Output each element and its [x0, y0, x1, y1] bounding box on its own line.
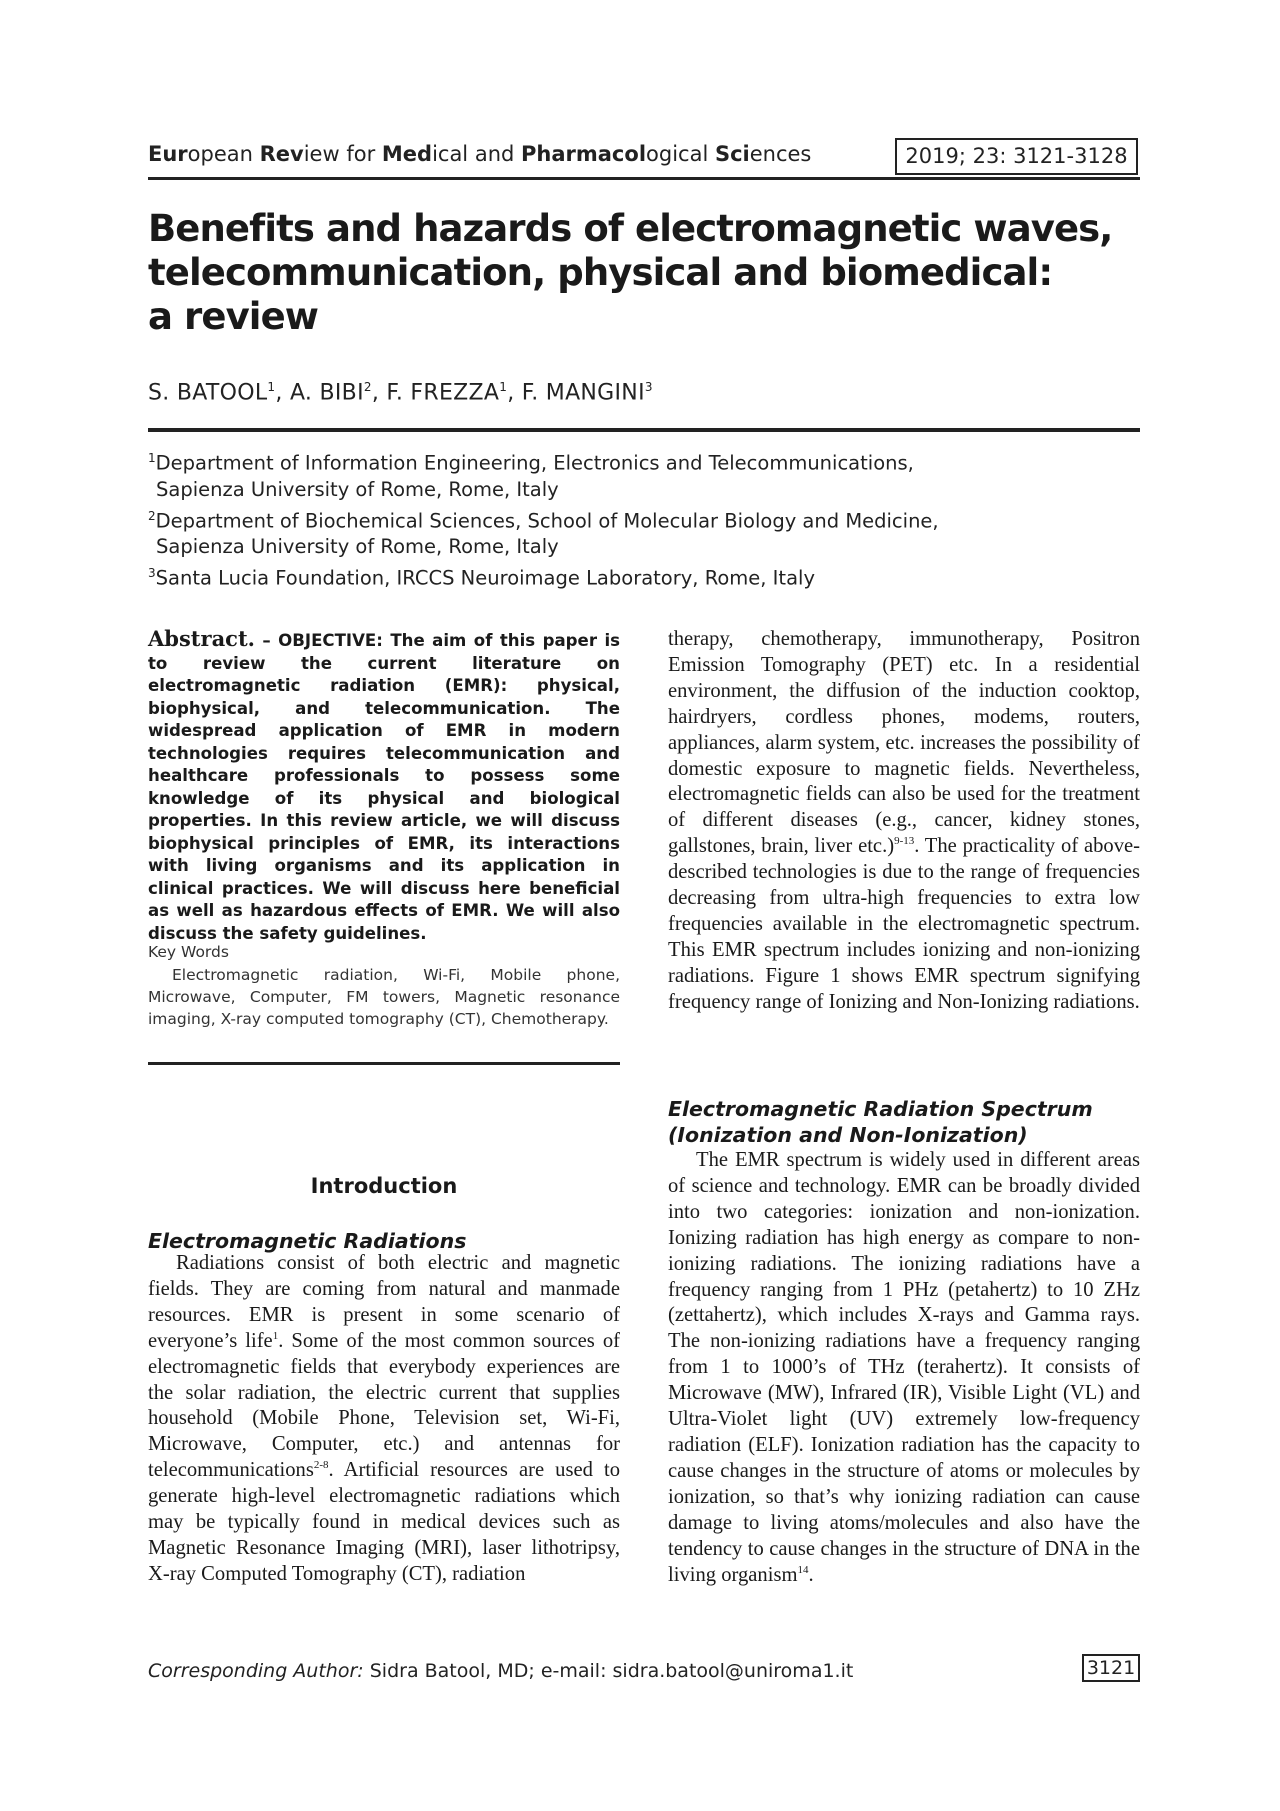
journal-part: ences [749, 142, 812, 166]
right-paragraph-2: The EMR spectrum is widely used in different areas of science and technology. EMR can be broadly divided into two categories: ionization and non-ionization. Ionizing radiation has high energy as compare to non-ionizing radiations. The ionizing radiations have a frequency ranging from 1 PHz (petahertz) to 10 ZHz (zettahertz), which includes X-rays and Gamma rays. The non-ionizing radiations have a frequency ranging from 1 to 1000’s of THz (terahertz). It consists of Microwave (MW), Infrared (IR), Visible Light (VL) and Ultra-Violet light (UV) extremely low-frequency radiation (ELF). Ionization radiation has the capacity to cause changes in the structure of atoms or molecules by ionization, so that’s why ionizing radiation can cause damage to living atoms/molecules and also have the tendency to cause changes in the structure of DNA in the living organism$^{14}$. [668, 1149, 1140, 1586]
journal-name [148, 142, 811, 166]
author-name: S. BATOOL [148, 380, 268, 406]
journal-part: Rev [259, 142, 304, 166]
citation-ref: 1 [272, 1329, 279, 1342]
title-line: a review [148, 295, 319, 338]
citation-ref: 9-13 [894, 835, 915, 848]
subsection-title-emr: Electromagnetic Radiations [148, 1229, 467, 1253]
journal-part: Med [381, 142, 433, 166]
author-list: S. BATOOL$^1$, A. BIBI$^2$, F. FREZZA$^1$, F. MANGINI$^3$ [148, 380, 653, 406]
abstract-label: Abstract. [148, 626, 255, 651]
author-sup: 2 [363, 380, 372, 394]
journal-part: Eur [148, 142, 188, 166]
section-title-introduction: Introduction [310, 1174, 458, 1198]
header-rule [148, 177, 1140, 180]
title-line: Benefits and hazards of electromagnetic waves, [148, 207, 1113, 250]
affiliation-line: $^2$Department of Biochemical Sciences, School of Molecular Biology and Medicine, [148, 508, 939, 532]
journal-part: ical and [432, 142, 522, 166]
journal-part: ogical [646, 142, 715, 166]
affiliation-line: $^3$Santa Lucia Foundation, IRCCS Neuroimage Laboratory, Rome, Italy [148, 566, 815, 590]
author-sup: 3 [644, 380, 653, 394]
subsection-title-spectrum: Electromagnetic Radiation Spectrum (Ionization and Non-Ionization) [668, 1097, 1093, 1147]
page-number: 3121 [1082, 1654, 1140, 1682]
author-sup: 1 [499, 380, 508, 394]
author-name: A. BIBI [289, 380, 364, 406]
citation-ref: 14 [797, 1563, 809, 1576]
citation-box: 2019; 23: 3121-3128 [895, 138, 1138, 175]
author-name: F. MANGINI [521, 380, 645, 406]
journal-part: Pharmacol [521, 142, 647, 166]
abstract [148, 628, 620, 945]
affiliation-line: $^1$Department of Information Engineering, Electronics and Telecommunications, [148, 451, 914, 475]
corresponding-label: Corresponding Author: [148, 1660, 364, 1682]
keywords-title: Key Words [148, 943, 229, 961]
article-title [148, 207, 1138, 339]
author-sup: 1 [267, 380, 276, 394]
intro-paragraph: Radiations consist of both electric and magnetic fields. They are coming from natural and manmade resources. EMR is present in some scenario of everyone’s life$^1$. Some of the most common sources of electromagnetic fields that everybody experiences are the solar radiation, the electric current that supplies household (Mobile Phone, Television set, Wi-Fi, Microwave, Computer, etc.) and antennas for telecommunications$^{2-8}$. Artificial resources are used to generate high-level electromagnetic radiations which may be typically found in medical devices such as Magnetic Resonance Imaging (MRI), laser lithotripsy, X-ray Computed Tomography (CT), radiation [148, 1252, 620, 1585]
journal-part: iew for [303, 142, 382, 166]
affiliations [148, 445, 939, 592]
corresponding-text: Sidra Batool, MD; e-mail: sidra.batool@uniroma1.it [363, 1660, 854, 1682]
affiliation-line: Sapienza University of Rome, Rome, Italy [156, 477, 559, 501]
journal-part: Sci [714, 142, 750, 166]
keywords-text: Electromagnetic radiation, Wi-Fi, Mobile phone, Microwave, Computer, FM towers, Magnetic resonance imaging, X-ray computed tomography (CT), Chemotherapy. [148, 966, 620, 1028]
affiliation-line: Sapienza University of Rome, Rome, Italy [156, 535, 559, 558]
journal-part: opean [187, 142, 260, 166]
title-line: telecommunication, physical and biomedical: [148, 251, 1053, 294]
right-paragraph-1: therapy, chemotherapy, immunotherapy, Positron Emission Tomography (PET) etc. In a residential environment, the diffusion of the induction cooktop, hairdryers, cordless phones, modems, routers, appliances, alarm system, etc. increases the possibility of domestic exposure to magnetic fields. Nevertheless, electromagnetic fields can also be used for the treatment of different diseases (e.g., cancer, kidney stones, gallstones, brain, liver etc.)$^{9-13}$. The practicality of above-described technologies is due to the range of frequencies decreasing from ultra-high frequencies to extra low frequencies available in the electromagnetic spectrum. This EMR spectrum includes ionizing and non-ionizing radiations. Figure 1 shows EMR spectrum signifying frequency range of Ionizing and Non-Ionizing radiations. [668, 628, 1140, 1013]
citation-ref: 2-8 [313, 1459, 329, 1472]
corresponding-author [148, 1660, 853, 1682]
abstract-rule [148, 1062, 620, 1065]
abstract-text: – OBJECTIVE: The aim of this paper is to review the current literature on electromagnetic radiation (EMR): physical, biophysical, and telecommunication. The widespread application of EMR in modern technologies requires telecommunication and healthcare professionals to possess some knowledge of its physical and biological properties. In this review article, we will discuss biophysical principles of EMR, its interactions with living organisms and its application in clinical practices. We will discuss here beneficial as well as hazardous effects of EMR. We will also discuss the safety guidelines. [148, 631, 621, 943]
author-name: F. FREZZA [386, 380, 500, 406]
title-rule [148, 428, 1140, 432]
